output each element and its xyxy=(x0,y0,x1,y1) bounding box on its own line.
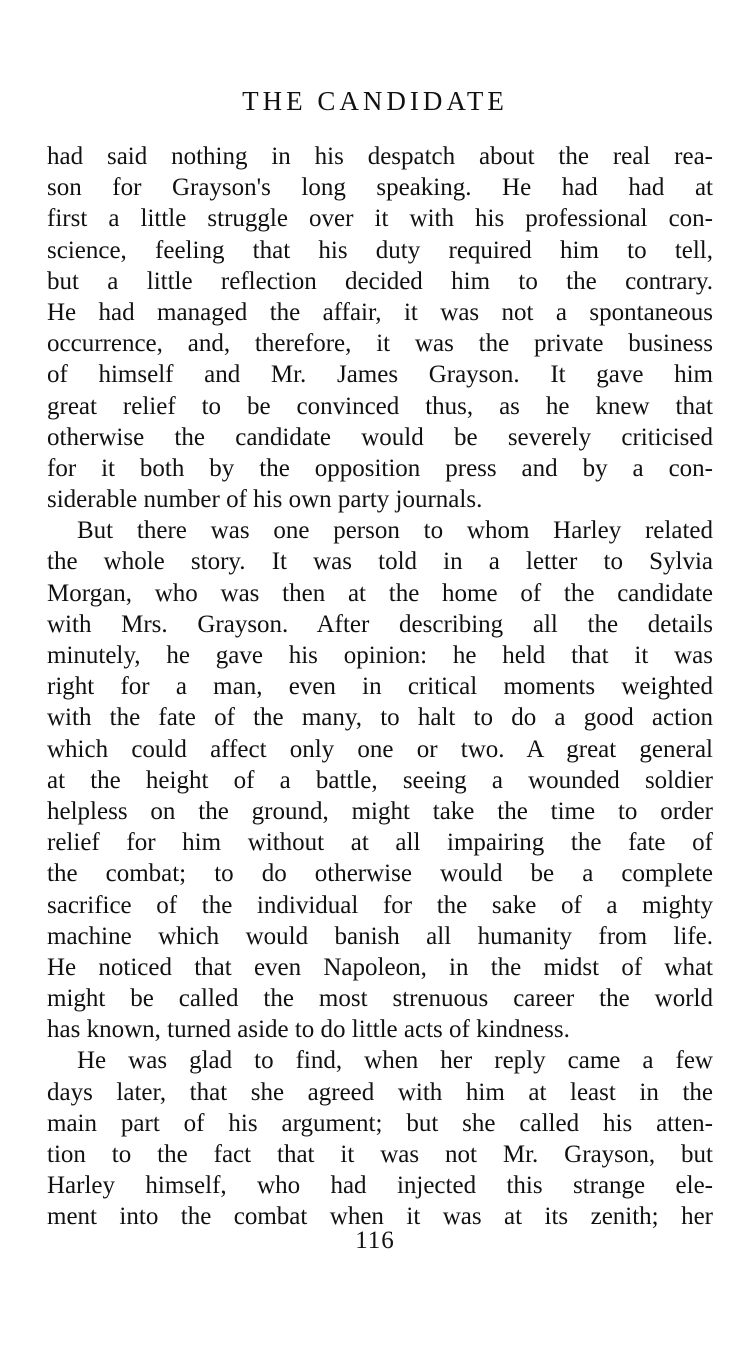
text-line: otherwise the candidate would be severely criticised xyxy=(47,423,713,451)
text-line: helpless on the ground, might take the time to order xyxy=(47,797,713,825)
text-line: had said nothing in his despatch about the real rea- xyxy=(47,143,713,170)
text-line: son for Grayson's long speaking. He had had at xyxy=(47,174,713,202)
paragraph xyxy=(47,515,713,1045)
text-line: great relief to be convinced thus, as he knew that xyxy=(47,392,713,420)
text-line: minutely, he gave his opinion: he held that it was xyxy=(47,642,713,669)
text-line: but a little reflection decided him to the contrary. xyxy=(47,267,713,295)
text-line: for it both by the opposition press and by a con- xyxy=(47,454,713,482)
text-line: the combat; to do otherwise would be a complete xyxy=(47,860,713,888)
text-line: days later, that she agreed with him at least in the xyxy=(47,1078,713,1106)
text-line: machine which would banish all humanity from life. xyxy=(47,922,713,950)
text-line: Harley himself, who had injected this strange ele- xyxy=(47,1172,713,1200)
body-text xyxy=(47,141,713,1233)
text-line: occurrence, and, therefore, it was the private business xyxy=(47,330,713,358)
text-line: ment into the combat when it was at its zenith; her xyxy=(47,1203,713,1231)
text-line: He noticed that even Napoleon, in the midst of what xyxy=(47,953,713,981)
text-line: He was glad to find, when her reply came a few xyxy=(77,1047,713,1075)
text-line: sacrifice of the individual for the sake of a mighty xyxy=(47,891,713,919)
text-line: tion to the fact that it was not Mr. Grayson, but xyxy=(47,1141,713,1168)
paragraph xyxy=(47,1045,713,1232)
text-line: the whole story. It was told in a letter to Sylvia xyxy=(47,548,713,576)
text-line: right for a man, even in critical moments weighted xyxy=(47,673,713,701)
text-line: first a little struggle over it with his professional con- xyxy=(47,205,713,233)
text-line: He had managed the affair, it was not a spontaneous xyxy=(47,298,713,326)
text-line: with Mrs. Grayson. After describing all the details xyxy=(47,610,713,638)
text-line: at the height of a battle, seeing a wounded soldier xyxy=(47,766,713,794)
text-line: science, feeling that his duty required him to tell, xyxy=(47,236,713,264)
text-line: has known, turned aside to do little acts of kindness. xyxy=(47,1016,570,1044)
page-number: 116 xyxy=(355,1227,395,1254)
text-line: of himself and Mr. James Grayson. It gave him xyxy=(47,361,713,389)
text-line: relief for him without at all impairing the fate of xyxy=(47,829,713,857)
text-line: main part of his argument; but she called his atten- xyxy=(47,1109,713,1137)
text-line: which could affect only one or two. A great general xyxy=(47,735,713,763)
text-line: siderable number of his own party journals. xyxy=(47,486,483,514)
paragraph xyxy=(47,141,713,515)
text-line: But there was one person to whom Harley related xyxy=(77,517,713,545)
text-line: might be called the most strenuous career the world xyxy=(47,985,713,1013)
text-line: with the fate of the many, to halt to do a good action xyxy=(47,704,713,732)
text-line: Morgan, who was then at the home of the candidate xyxy=(47,579,713,607)
running-head: THE CANDIDATE xyxy=(242,86,508,116)
